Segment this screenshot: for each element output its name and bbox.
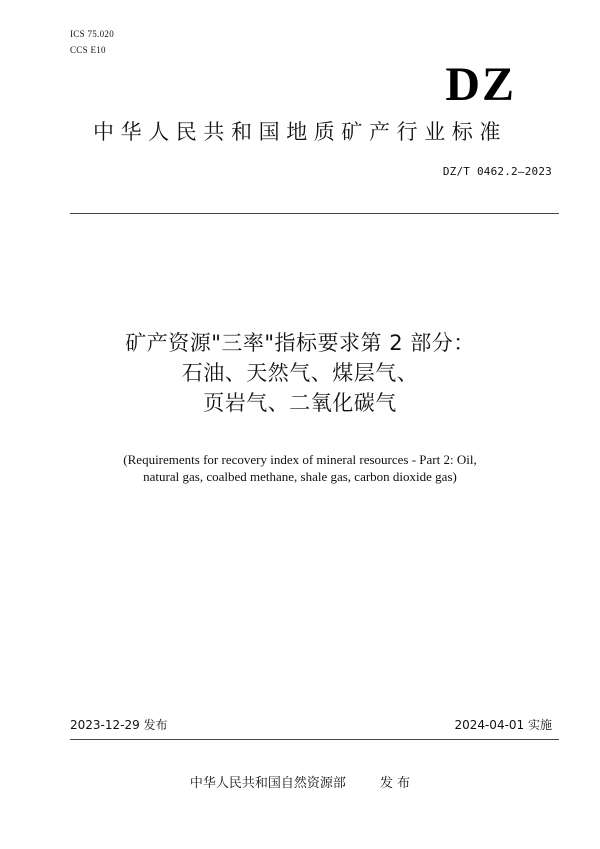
issuer — [0, 775, 600, 793]
chinese-title-line-1: 矿产资源"三率"指标要求第 2 部分： — [125, 331, 475, 355]
ics-code: ICS 75.020 — [70, 29, 115, 39]
dz-logo: DZ — [445, 58, 516, 111]
top-divider — [70, 213, 559, 214]
ccs-code: CCS E10 — [70, 45, 106, 55]
standard-number: DZ/T 0462.2—2023 — [442, 165, 552, 178]
english-title-line-2: natural gas, coalbed methane, shale gas, carbon dioxide gas) — [143, 469, 457, 484]
english-title-line-1: (Requirements for recovery index of mineral resources - Part 2: Oil, — [123, 452, 477, 467]
bottom-divider — [70, 739, 559, 740]
chinese-title-line-3: 页岩气、二氧化碳气 — [203, 391, 397, 415]
english-title — [0, 451, 600, 485]
chinese-title — [0, 328, 600, 418]
issue-action: 发 布 — [379, 776, 411, 791]
industry-standard-title: 中华人民共和国地质矿产行业标准 — [93, 120, 507, 144]
chinese-title-line-2: 石油、天然气、煤层气、 — [181, 361, 419, 385]
implement-date: 2024-04-01 实施 — [454, 718, 552, 732]
issuing-organization: 中华人民共和国自然资源部 — [189, 776, 346, 791]
classification-codes — [70, 26, 114, 58]
publish-date: 2023-12-29 发布 — [70, 718, 168, 732]
